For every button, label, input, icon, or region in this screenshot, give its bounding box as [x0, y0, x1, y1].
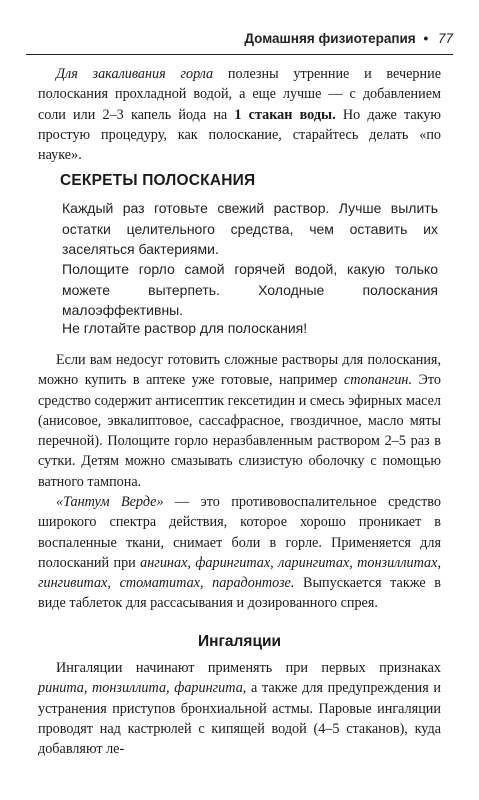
section-title-inhalations: Ингаляции — [197, 633, 282, 650]
page-number: 77 — [437, 31, 453, 46]
header-text — [244, 31, 453, 46]
para2-em1: «Тантум Верде» — [56, 494, 164, 510]
para1-text2: Это средство содержит антисептик гексетидин и смесь эфирных масел (анисовое, эвкалиптовое, сассафрасное, гвоздичное, масло мяты перечной). Полощите горло неразбавленным раствором 2–5 раз в сутки. Детям можно смазывать слизистую оболочку с помощью ватного тампона. — [38, 372, 441, 490]
para1-text1: Если вам недосуг готовить сложные растворы для полоскания, можно купить в аптеке уже готовые, например — [38, 352, 441, 389]
para2-text1: — это противовоспалительное средство широкого спектра действия, которое хорошо проникает в воспаленные ткани, снимает боли в горле. Применяется для полосканий при — [38, 494, 441, 571]
para2-text2: Выпускается также в виде таблеток для рассасывания и дозированного спрея. — [38, 575, 441, 612]
running-header — [26, 18, 453, 55]
box-tip-3: Не глотайте раствор для полоскания! — [62, 320, 308, 336]
box-tip-2: Полощите горло самой горячей водой, какую только можете вытерпеть. Холодные полоскания малоэффективны. — [62, 261, 438, 318]
intro-bold: 1 стакан воды. — [234, 106, 336, 123]
intro-em: Для закаливания горла — [56, 66, 214, 82]
paragraph-stopangin — [38, 350, 441, 492]
intro-paragraph — [38, 64, 441, 165]
box-tip-1: Каждый раз готовьте свежий раствор. Лучше вылить остатки целительного средства, чем оставить их заселяться бактериями. — [62, 200, 438, 257]
para3-em: ринита, тонзиллита, фарингита, — [38, 680, 247, 697]
intro-text2: Но даже такую простую процедуру, как полоскание, старайтесь делать «по науке». — [38, 106, 442, 164]
para2-em2: ангинах, фарингитах, ларингитах, тонзиллитах, гингивитах, стоматитах, парадонтозе. — [38, 554, 441, 592]
para3-text1: Ингаляции начинают применять при первых признаках — [56, 660, 441, 676]
intro-text1: полезны утренние и вечерние полоскания прохладной водой, а еще лучше — с добавлением соли или 2–3 капель йода на — [38, 66, 441, 123]
paragraph-inhalations — [38, 658, 441, 759]
paragraph-tantum-verde — [38, 492, 441, 614]
header-bullet: • — [423, 31, 429, 46]
box-title: СЕКРЕТЫ ПОЛОСКАНИЯ — [60, 172, 256, 189]
para3-text2: а также для предупреждения и устранения приступов бронхиальной астмы. Паровые ингаляции проводят над кастрюлей с кипящей водой (4–5 стаканов), куда добавляют ле- — [38, 680, 442, 758]
para1-em: стопангин. — [343, 372, 412, 389]
header-title: Домашняя физиотерапия — [244, 31, 416, 46]
